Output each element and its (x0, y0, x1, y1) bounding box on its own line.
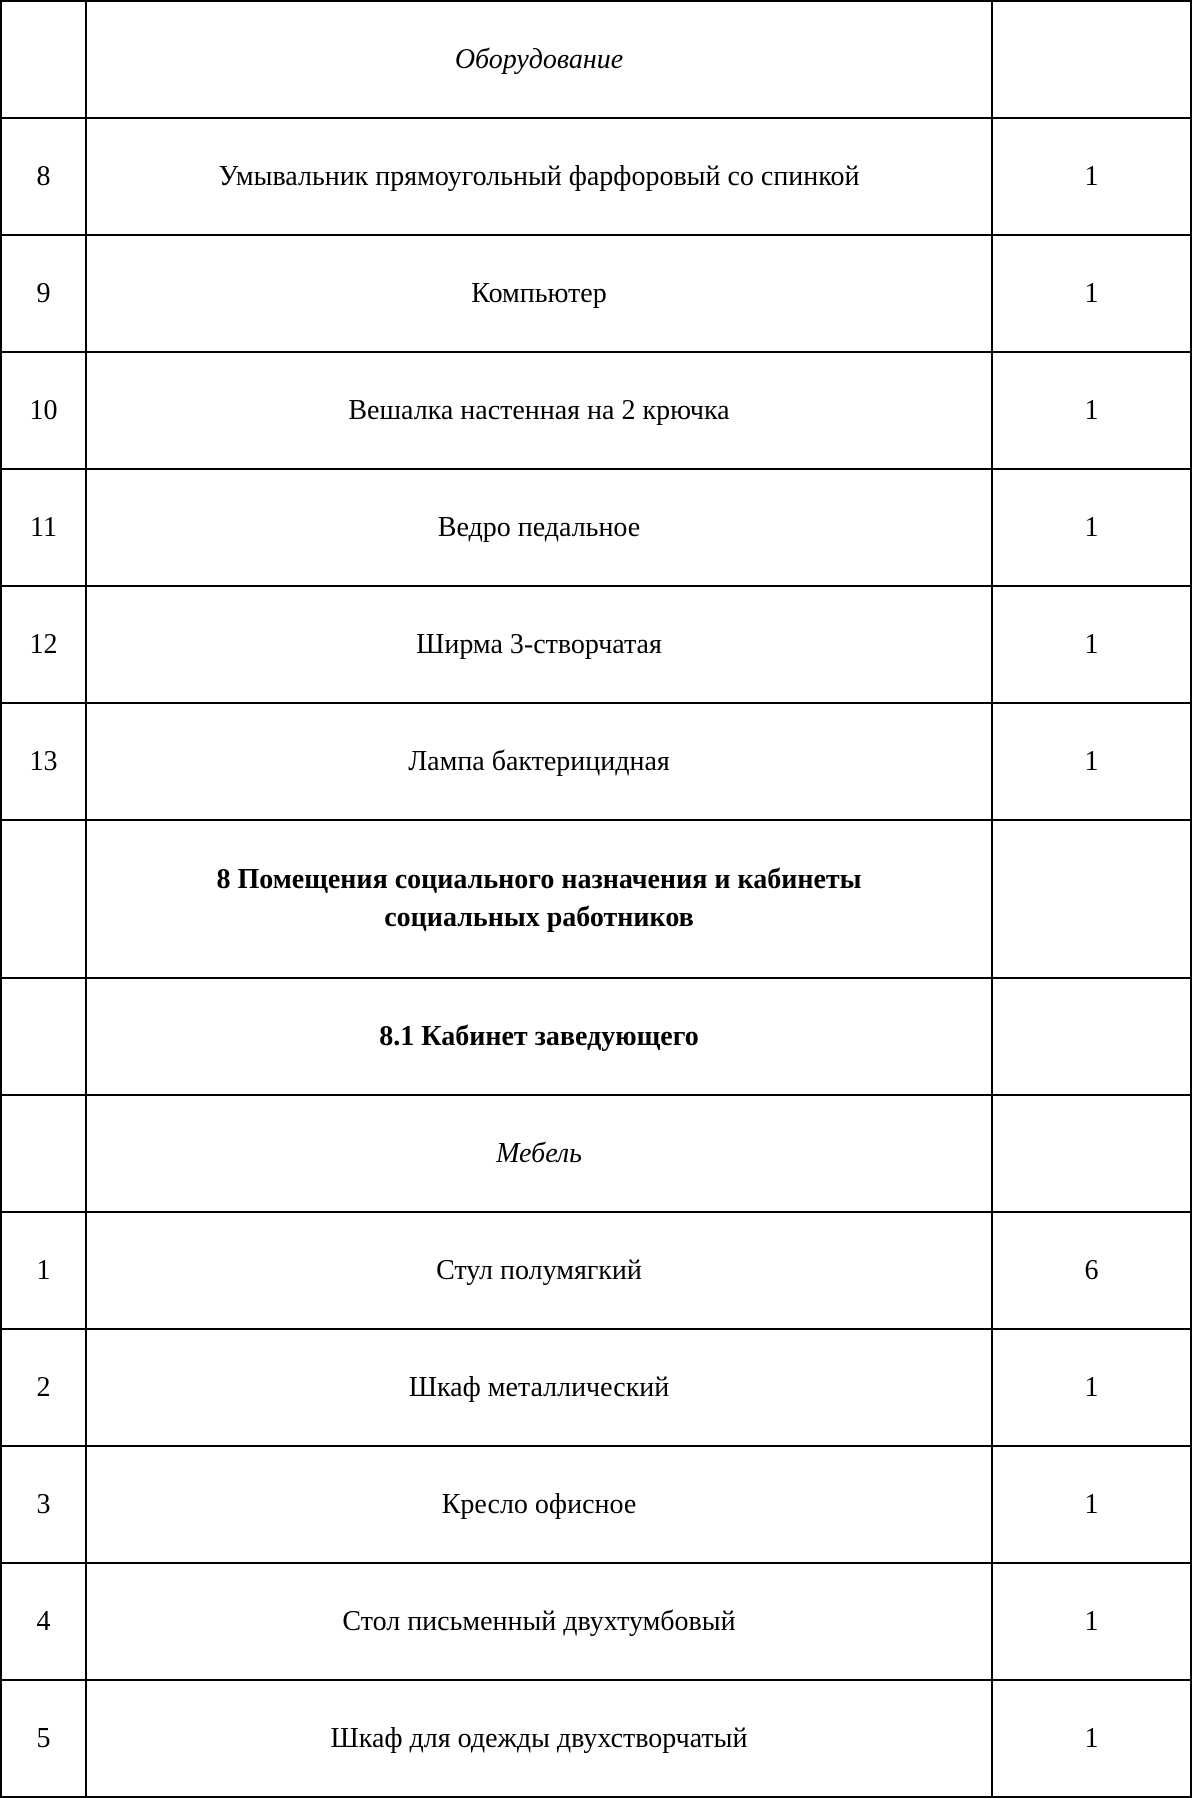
table-row (1, 118, 1191, 235)
table-row (1, 1212, 1191, 1329)
row-item-name: Стул полумягкий (86, 1212, 992, 1329)
row-item-name: Вешалка настенная на 2 крючка (86, 352, 992, 469)
row-number (1, 978, 86, 1095)
row-quantity: 1 (992, 1329, 1191, 1446)
table-row-subsection-head-office (1, 978, 1191, 1095)
row-quantity: 1 (992, 352, 1191, 469)
row-number (1, 820, 86, 978)
row-number: 8 (1, 118, 86, 235)
row-number (1, 1, 86, 118)
table-row (1, 1680, 1191, 1797)
row-number: 3 (1, 1446, 86, 1563)
table-row (1, 469, 1191, 586)
row-quantity: 1 (992, 118, 1191, 235)
row-number: 12 (1, 586, 86, 703)
row-quantity: 1 (992, 1563, 1191, 1680)
row-number: 2 (1, 1329, 86, 1446)
table-row (1, 586, 1191, 703)
row-number: 1 (1, 1212, 86, 1329)
row-quantity: 1 (992, 1446, 1191, 1563)
row-quantity (992, 1, 1191, 118)
row-quantity: 6 (992, 1212, 1191, 1329)
section-heading-line-1: 8 Помещения социального назначения и кабинеты (216, 864, 862, 895)
row-quantity (992, 978, 1191, 1095)
section-heading-line-2: социальных работников (384, 902, 694, 933)
row-number: 13 (1, 703, 86, 820)
section-heading-social-rooms (86, 820, 992, 978)
row-number: 9 (1, 235, 86, 352)
row-number: 11 (1, 469, 86, 586)
row-quantity: 1 (992, 469, 1191, 586)
row-item-name: Лампа бактерицидная (86, 703, 992, 820)
row-item-name: Стол письменный двухтумбовый (86, 1563, 992, 1680)
row-number: 4 (1, 1563, 86, 1680)
table-row-section-equipment (1, 1, 1191, 118)
subsection-heading-head-office: 8.1 Кабинет заведующего (86, 978, 992, 1095)
row-quantity: 1 (992, 703, 1191, 820)
table-row (1, 1446, 1191, 1563)
table-row-section-social-rooms (1, 820, 1191, 978)
row-item-name: Шкаф металлический (86, 1329, 992, 1446)
table-row-section-furniture (1, 1095, 1191, 1212)
section-heading-equipment: Оборудование (86, 1, 992, 118)
row-item-name: Умывальник прямоугольный фарфоровый со спинкой (86, 118, 992, 235)
row-item-name: Шкаф для одежды двухстворчатый (86, 1680, 992, 1797)
row-number: 10 (1, 352, 86, 469)
row-quantity: 1 (992, 586, 1191, 703)
row-quantity (992, 1095, 1191, 1212)
row-number (1, 1095, 86, 1212)
row-item-name: Ширма 3-створчатая (86, 586, 992, 703)
row-item-name: Компьютер (86, 235, 992, 352)
row-item-name: Ведро педальное (86, 469, 992, 586)
row-item-name: Кресло офисное (86, 1446, 992, 1563)
row-quantity: 1 (992, 1680, 1191, 1797)
table-row (1, 235, 1191, 352)
row-quantity: 1 (992, 235, 1191, 352)
table-row (1, 703, 1191, 820)
row-quantity (992, 820, 1191, 978)
table-row (1, 352, 1191, 469)
section-heading-furniture: Мебель (86, 1095, 992, 1212)
table-row (1, 1563, 1191, 1680)
row-number: 5 (1, 1680, 86, 1797)
table-row (1, 1329, 1191, 1446)
